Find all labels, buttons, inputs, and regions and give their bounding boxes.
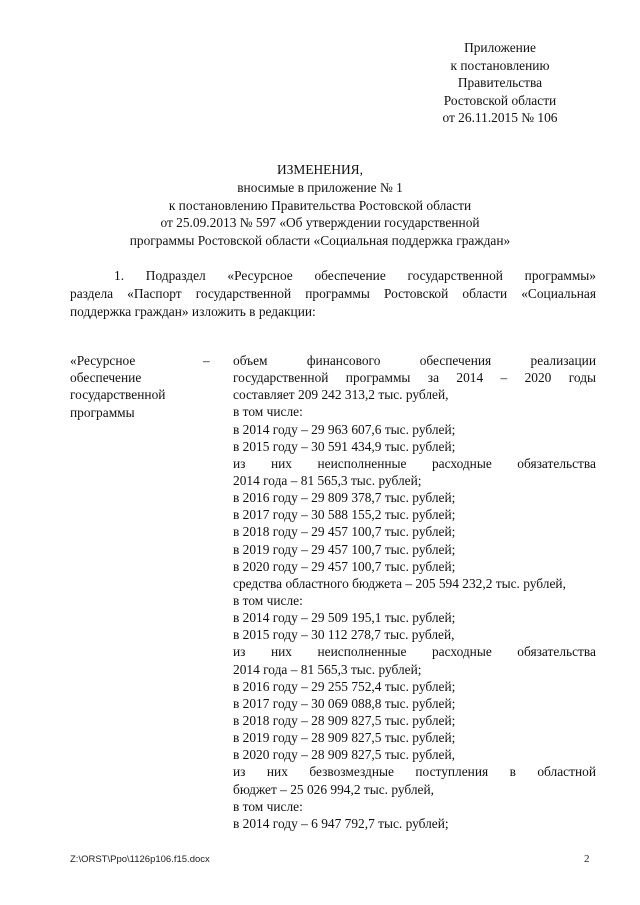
funding-line: в 2014 году – 6 947 792,7 тыс. рублей; bbox=[233, 815, 449, 831]
heading-subtitle bbox=[70, 179, 570, 250]
funding-line: из них безвозмездные поступления в областной bbox=[233, 764, 596, 780]
section-label-line: обеспечение bbox=[70, 370, 142, 386]
funding-line: в 2015 году – 30 591 434,9 тыс. рублей; bbox=[233, 438, 456, 454]
funding-line: средства областного бюджета – 205 594 232,2 тыс. рублей, bbox=[233, 575, 566, 591]
intro-line-3: поддержка граждан» изложить в редакции: bbox=[70, 304, 316, 319]
funding-line: из них неисполненные расходные обязательства bbox=[233, 455, 596, 471]
footer-file-path: Z:\ORST\Ppo\1126p106.f15.docx bbox=[70, 854, 210, 865]
heading-line: вносимые в приложение № 1 bbox=[237, 179, 403, 195]
funding-line: в 2018 году – 28 909 827,5 тыс. рублей; bbox=[233, 713, 456, 729]
section-content bbox=[233, 352, 596, 832]
section-dash: – bbox=[203, 353, 210, 368]
funding-line: объем финансового обеспечения реализации bbox=[233, 353, 596, 368]
funding-line: 2014 года – 81 565,3 тыс. рублей; bbox=[233, 473, 422, 489]
funding-line: составляет 209 242 313,2 тыс. рублей, bbox=[233, 387, 449, 403]
funding-line: в 2015 году – 30 112 278,7 тыс. рублей, bbox=[233, 627, 455, 643]
heading-title: ИЗМЕНЕНИЯ, bbox=[277, 162, 363, 177]
document-heading bbox=[70, 161, 570, 250]
funding-line: в 2020 году – 28 909 827,5 тыс. рублей, bbox=[233, 747, 455, 763]
funding-line: из них неисполненные расходные обязательства bbox=[233, 644, 596, 660]
intro-line-2: раздела «Паспорт государственной программы Ростовской области «Социальная bbox=[70, 286, 596, 301]
funding-line: в том числе: bbox=[233, 404, 303, 420]
intro-paragraph bbox=[70, 267, 596, 321]
funding-line: в том числе: bbox=[233, 593, 303, 609]
funding-line: в 2017 году – 30 588 155,2 тыс. рублей; bbox=[233, 507, 456, 523]
funding-line: бюджет – 25 026 994,2 тыс. рублей, bbox=[233, 781, 435, 797]
funding-line: в 2018 году – 29 457 100,7 тыс. рублей; bbox=[233, 524, 456, 540]
funding-line: 2014 года – 81 565,3 тыс. рублей; bbox=[233, 661, 422, 677]
footer-page-number: 2 bbox=[584, 853, 590, 865]
funding-line: государственной программы за 2014 – 2020 годы bbox=[233, 370, 596, 386]
funding-line: в 2016 году – 29 809 378,7 тыс. рублей; bbox=[233, 490, 456, 506]
funding-line: в 2020 году – 29 457 100,7 тыс. рублей; bbox=[233, 558, 456, 574]
section-label-line: программы bbox=[70, 404, 135, 420]
heading-line: к постановлению Правительства Ростовской области bbox=[168, 197, 472, 213]
appendix-line: Ростовской области bbox=[443, 92, 557, 108]
funding-line: в 2014 году – 29 509 195,1 тыс. рублей; bbox=[233, 610, 456, 626]
appendix-header bbox=[420, 39, 580, 127]
appendix-line: Правительства bbox=[457, 75, 543, 91]
funding-line: в 2019 году – 29 457 100,7 тыс. рублей; bbox=[233, 541, 456, 557]
appendix-line: от 26.11.2015 № 106 bbox=[442, 110, 558, 126]
funding-line: в том числе: bbox=[233, 798, 303, 814]
funding-line: в 2014 году – 29 963 607,6 тыс. рублей; bbox=[233, 421, 456, 437]
funding-line: в 2017 году – 30 069 088,8 тыс. рублей; bbox=[233, 695, 456, 711]
intro-line-1: 1. Подраздел «Ресурсное обеспечение государственной программы» bbox=[114, 268, 596, 283]
appendix-line: к постановлению bbox=[450, 57, 550, 73]
funding-line: в 2019 году – 28 909 827,5 тыс. рублей; bbox=[233, 730, 456, 746]
section-label-line: «Ресурсное bbox=[70, 353, 136, 368]
heading-line: от 25.09.2013 № 597 «Об утверждении государственной bbox=[160, 215, 480, 231]
appendix-line: Приложение bbox=[464, 40, 536, 55]
section-label bbox=[70, 352, 210, 421]
heading-line: программы Ростовской области «Социальная поддержка граждан» bbox=[129, 233, 511, 249]
section-label-line: государственной bbox=[70, 387, 166, 403]
funding-line: в 2016 году – 29 255 752,4 тыс. рублей; bbox=[233, 678, 456, 694]
